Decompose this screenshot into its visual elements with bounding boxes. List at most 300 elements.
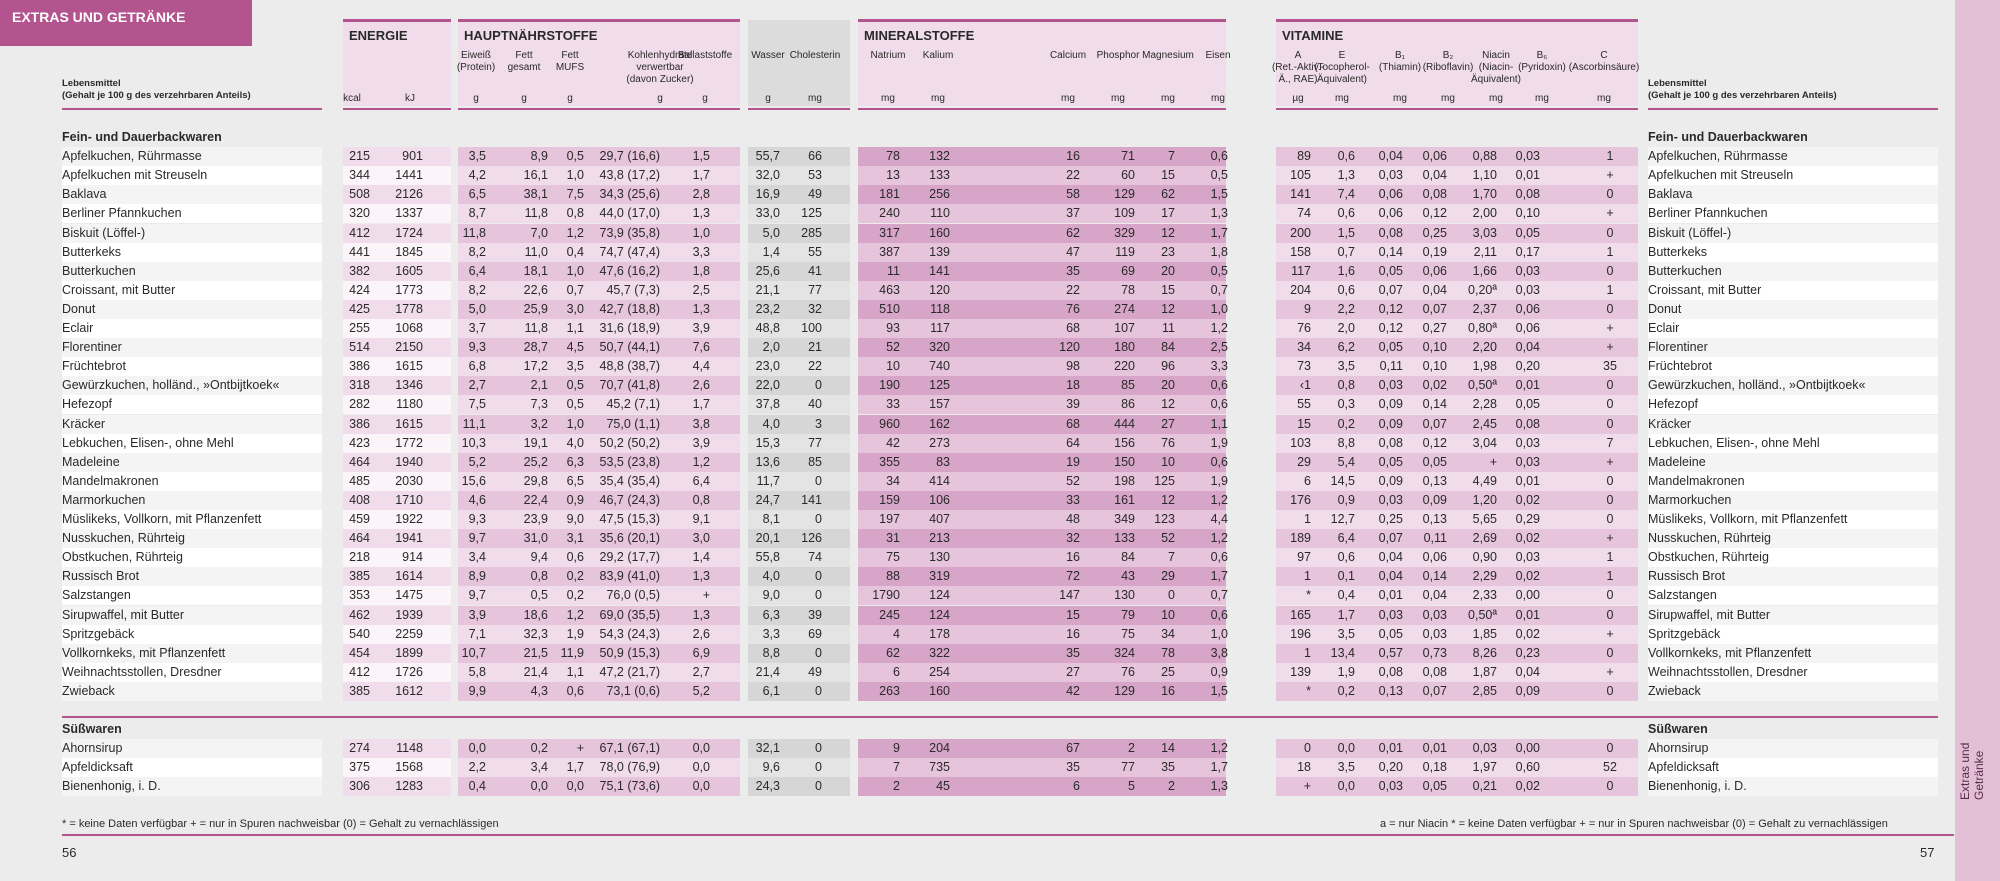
food-name: Baklava bbox=[62, 187, 107, 202]
section-header-row bbox=[0, 720, 2000, 739]
nutrient-value: 197 bbox=[879, 512, 900, 526]
nutrient-value: 147 bbox=[1059, 588, 1080, 603]
column-header-line: Äquivalent) bbox=[1470, 74, 1522, 85]
nutrient-value: 31,6 (18,9) bbox=[599, 321, 660, 335]
nutrient-value: 10,7 bbox=[461, 645, 486, 660]
column-unit: mg bbox=[1161, 93, 1175, 104]
nutrient-value: 1778 bbox=[395, 301, 423, 316]
table-row bbox=[0, 682, 2000, 701]
column-header-line: Niacin bbox=[1482, 50, 1510, 61]
nutrient-value: 0,5 bbox=[1210, 168, 1228, 183]
nutrient-value: 2,2 bbox=[1337, 301, 1355, 316]
nutrient-value: 1,4 bbox=[762, 244, 780, 259]
nutrient-value: 0,60 bbox=[1515, 760, 1540, 775]
nutrient-value: 425 bbox=[349, 301, 370, 316]
nutrient-value: 0,21 bbox=[1472, 779, 1497, 794]
nutrient-value: 0,6 bbox=[566, 550, 584, 565]
row-band bbox=[1276, 376, 1638, 395]
nutrient-value: 0,7 bbox=[1210, 588, 1228, 603]
nutrient-value: 3,9 bbox=[692, 435, 710, 450]
column-unit: g bbox=[473, 93, 479, 104]
nutrient-value: 4,5 bbox=[566, 340, 584, 355]
nutrient-value: 386 bbox=[349, 359, 370, 374]
nutrient-value: 141 bbox=[929, 263, 950, 278]
column-header-line: Kalium bbox=[922, 50, 954, 61]
nutrient-value: 0 bbox=[1168, 588, 1175, 603]
header-bottom-rule bbox=[458, 108, 740, 110]
nutrient-value: 29 bbox=[1161, 569, 1175, 584]
column-unit: mg bbox=[808, 93, 822, 104]
nutrient-value: 62 bbox=[1066, 225, 1080, 240]
nutrient-value: 6 bbox=[1304, 473, 1311, 488]
nutrient-value: 1,6 bbox=[1337, 263, 1355, 278]
nutrient-value: 49 bbox=[808, 187, 822, 202]
page-number-right: 57 bbox=[1920, 845, 1935, 860]
nutrient-value: 11,8 bbox=[524, 206, 548, 221]
food-name: Obstkuchen, Rührteig bbox=[62, 550, 183, 565]
table-row bbox=[0, 204, 2000, 223]
row-band bbox=[1276, 166, 1638, 185]
nutrient-value: 17,2 bbox=[523, 359, 548, 374]
table-row bbox=[0, 758, 2000, 777]
nutrient-value: 2 bbox=[893, 779, 900, 794]
nutrient-value: 48,8 bbox=[755, 321, 780, 335]
header-bottom-rule bbox=[62, 108, 322, 110]
nutrient-value: 463 bbox=[879, 282, 900, 297]
food-name: Russisch Brot bbox=[62, 569, 140, 584]
nutrient-value: 1,3 bbox=[1210, 779, 1228, 794]
nutrient-value: 33 bbox=[886, 397, 900, 412]
nutrient-value: 10 bbox=[886, 359, 900, 374]
nutrient-value: 29,7 (16,6) bbox=[599, 149, 660, 164]
column-header-line: verwertbar bbox=[636, 62, 684, 73]
nutrient-value: 58 bbox=[1066, 187, 1080, 202]
nutrient-value: 3,8 bbox=[692, 416, 710, 431]
nutrient-value: 1,2 bbox=[566, 607, 584, 622]
nutrient-value: 0,2 bbox=[1337, 683, 1355, 698]
column-header-line: Äquivalent) bbox=[1316, 74, 1368, 85]
nutrient-value: 0,03 bbox=[1472, 741, 1497, 756]
row-band bbox=[1276, 281, 1638, 300]
nutrient-value: 120 bbox=[1059, 340, 1080, 355]
row-band bbox=[1276, 606, 1638, 625]
column-unit: mg bbox=[1393, 93, 1407, 104]
nutrient-value: 11 bbox=[1162, 321, 1175, 335]
food-name: Mandelmakronen bbox=[62, 473, 159, 488]
nutrient-value: 0,0 bbox=[566, 779, 584, 794]
nutrient-value: 48 bbox=[1066, 512, 1080, 526]
nutrient-value: 306 bbox=[349, 779, 370, 794]
section-tag: EXTRAS UND GETRÄNKE bbox=[0, 0, 252, 46]
nutrient-value: 75 bbox=[886, 550, 900, 565]
nutrient-value: 0,12 bbox=[1378, 321, 1403, 335]
nutrient-value: 1773 bbox=[395, 282, 423, 297]
nutrient-value: 0 bbox=[1606, 683, 1614, 698]
nutrient-value: 5,65 bbox=[1472, 512, 1497, 526]
nutrient-value: 7,3 bbox=[530, 397, 548, 412]
nutrient-value: 3,04 bbox=[1472, 435, 1497, 450]
food-name: Donut bbox=[1648, 301, 1682, 316]
nutrient-value: 0 bbox=[1606, 588, 1614, 603]
food-name: Sirupwaffel, mit Butter bbox=[62, 607, 185, 622]
food-name: Croissant, mit Butter bbox=[1648, 282, 1762, 297]
column-unit: g bbox=[567, 93, 573, 104]
nutrient-value: 196 bbox=[1290, 626, 1311, 641]
nutrient-value: 13,6 bbox=[755, 454, 780, 469]
column-header-line: (Thiamin) bbox=[1378, 62, 1422, 73]
nutrient-value: 35,6 (20,1) bbox=[599, 531, 660, 546]
column-unit: mg bbox=[1111, 93, 1125, 104]
row-band bbox=[1276, 777, 1638, 796]
nutrient-value: 204 bbox=[929, 741, 950, 756]
nutrient-value: 282 bbox=[349, 397, 370, 412]
nutrient-value: 75 bbox=[1121, 626, 1135, 641]
nutrient-value: 349 bbox=[1114, 512, 1135, 526]
nutrient-value: 21,4 bbox=[523, 664, 548, 679]
nutrient-value: 73,9 (35,8) bbox=[599, 225, 660, 240]
nutrient-value: 0,25 bbox=[1378, 512, 1403, 526]
nutrient-value: 21,5 bbox=[523, 645, 548, 660]
nutrient-value: 1612 bbox=[395, 683, 423, 698]
nutrient-value: 0,07 bbox=[1422, 416, 1447, 431]
column-unit: kJ bbox=[405, 93, 415, 104]
nutrient-value: 423 bbox=[349, 435, 370, 450]
nutrient-value: 355 bbox=[879, 454, 900, 469]
table-row bbox=[0, 529, 2000, 548]
food-name: Spritzgebäck bbox=[62, 626, 135, 641]
nutrient-value: 0,20ª bbox=[1468, 282, 1497, 297]
nutrient-value: 44,0 (17,0) bbox=[599, 206, 660, 221]
nutrient-value: 1939 bbox=[395, 607, 423, 622]
nutrient-value: 133 bbox=[1114, 531, 1135, 546]
food-name: Croissant, mit Butter bbox=[62, 282, 176, 297]
table-row bbox=[0, 319, 2000, 338]
nutrient-value: 189 bbox=[1290, 531, 1311, 546]
table-row bbox=[0, 376, 2000, 395]
nutrient-value: 22,0 bbox=[755, 378, 780, 393]
nutrient-value: 35 bbox=[1161, 760, 1175, 775]
nutrient-value: 2126 bbox=[395, 187, 423, 202]
food-name: Lebkuchen, Elisen-, ohne Mehl bbox=[62, 435, 234, 450]
food-name: Zwieback bbox=[1648, 683, 1701, 698]
nutrient-value: 190 bbox=[879, 378, 900, 393]
nutrient-value: 0,5 bbox=[566, 378, 584, 393]
nutrient-value: 0,18 bbox=[1422, 760, 1447, 775]
nutrient-value: 3 bbox=[815, 416, 822, 431]
nutrient-value: 444 bbox=[1114, 416, 1135, 431]
nutrient-value: 9,7 bbox=[468, 588, 486, 603]
nutrient-value: 213 bbox=[929, 531, 950, 546]
nutrient-value: 1 bbox=[1606, 244, 1614, 259]
food-name: Madeleine bbox=[62, 454, 120, 469]
nutrient-value: 1,3 bbox=[1337, 168, 1355, 183]
nutrient-value: 0,7 bbox=[1337, 244, 1355, 259]
nutrient-value: 15,3 bbox=[755, 435, 780, 450]
nutrient-value: 42 bbox=[886, 435, 900, 450]
nutrient-value: 0,6 bbox=[1210, 149, 1228, 164]
nutrient-value: 11,0 bbox=[524, 244, 548, 259]
nutrient-value: 1 bbox=[1304, 569, 1311, 584]
nutrient-value: 10 bbox=[1161, 454, 1175, 469]
nutrient-value: 0,8 bbox=[692, 492, 710, 507]
nutrient-value: 0,6 bbox=[1337, 206, 1355, 221]
food-label-header-right bbox=[1648, 78, 1837, 102]
nutrient-value: 12 bbox=[1161, 397, 1175, 412]
nutrient-value: 0,05 bbox=[1422, 779, 1447, 794]
nutrient-value: 0 bbox=[815, 779, 822, 794]
nutrient-value: 12 bbox=[1161, 225, 1175, 240]
header-group-rule bbox=[1276, 19, 1638, 22]
food-name: Apfeldicksaft bbox=[1648, 760, 1719, 775]
sidebar-label-line1: Extras und bbox=[1958, 742, 1972, 800]
nutrient-value: 245 bbox=[879, 607, 900, 622]
nutrient-value: 54,3 (24,3) bbox=[599, 626, 660, 641]
nutrient-value: 78 bbox=[1161, 645, 1175, 660]
nutrient-value: 125 bbox=[1154, 473, 1175, 488]
nutrient-value: 0,06 bbox=[1422, 550, 1447, 565]
nutrient-value: 0 bbox=[1606, 473, 1614, 488]
nutrient-value: 52 bbox=[1603, 760, 1617, 775]
food-name: Baklava bbox=[1648, 187, 1693, 202]
nutrient-value: 0,03 bbox=[1422, 626, 1447, 641]
nutrient-value: 0,01 bbox=[1515, 473, 1540, 488]
nutrient-value: 240 bbox=[879, 206, 900, 221]
nutrient-value: 8,26 bbox=[1472, 645, 1497, 660]
nutrient-value: 16,1 bbox=[523, 168, 548, 183]
section-title: Fein- und Dauerbackwaren bbox=[62, 130, 222, 144]
nutrient-value: 1615 bbox=[395, 359, 423, 374]
column-unit: g bbox=[657, 93, 663, 104]
nutrient-value: 1,4 bbox=[692, 550, 710, 565]
nutrient-value: 110 bbox=[930, 206, 950, 221]
nutrient-value: 1,2 bbox=[1210, 492, 1228, 507]
nutrient-value: 3,9 bbox=[692, 321, 710, 335]
nutrient-value: 0,05 bbox=[1515, 397, 1540, 412]
nutrient-value: 50,7 (44,1) bbox=[599, 340, 660, 355]
nutrient-value: 408 bbox=[349, 492, 370, 507]
nutrient-value: 176 bbox=[1290, 492, 1311, 507]
nutrient-value: 1,7 bbox=[1210, 569, 1228, 584]
column-header-line: B₁ bbox=[1394, 50, 1406, 61]
nutrient-value: 0,00 bbox=[1515, 741, 1540, 756]
nutrient-value: 0,13 bbox=[1422, 512, 1447, 526]
nutrient-value: 15 bbox=[1297, 416, 1311, 431]
nutrient-value: 1,0 bbox=[692, 225, 710, 240]
row-band bbox=[1276, 586, 1638, 605]
nutrient-value: 1845 bbox=[395, 244, 423, 259]
food-name: Nusskuchen, Rührteig bbox=[62, 531, 185, 546]
nutrient-value: 8,1 bbox=[762, 512, 780, 526]
nutrient-value: 32 bbox=[808, 301, 822, 316]
nutrient-value: 25,9 bbox=[523, 301, 548, 316]
nutrient-value: 3,03 bbox=[1472, 225, 1497, 240]
nutrient-value: 0,6 bbox=[1210, 454, 1228, 469]
nutrient-value: 0,6 bbox=[1337, 282, 1355, 297]
nutrient-value: 86 bbox=[1121, 397, 1135, 412]
food-name: Marmorkuchen bbox=[1648, 492, 1732, 507]
column-header-line: Calcium bbox=[1049, 50, 1087, 61]
nutrient-value: 4,3 bbox=[530, 683, 548, 698]
nutrient-value: 0,11 bbox=[1379, 359, 1403, 374]
nutrient-value: 19,1 bbox=[523, 435, 548, 450]
nutrient-value: 24,3 bbox=[755, 779, 780, 794]
nutrient-value: 1,0 bbox=[1210, 301, 1228, 316]
nutrient-value: 0,8 bbox=[530, 569, 548, 584]
nutrient-value: 0,0 bbox=[1337, 779, 1355, 794]
nutrient-value: 1,0 bbox=[1210, 626, 1228, 641]
table-row bbox=[0, 395, 2000, 414]
nutrient-value: 130 bbox=[929, 550, 950, 565]
row-band bbox=[1276, 663, 1638, 682]
row-band bbox=[1648, 415, 1938, 434]
row-band bbox=[1276, 548, 1638, 567]
nutrient-value: 2,29 bbox=[1472, 569, 1497, 584]
nutrient-value: 73 bbox=[1297, 359, 1311, 374]
nutrient-value: 0,20 bbox=[1378, 760, 1403, 775]
nutrient-value: 67 bbox=[1066, 741, 1080, 756]
nutrient-value: 2,8 bbox=[692, 187, 710, 202]
nutrient-value: 53,5 (23,8) bbox=[599, 454, 660, 469]
food-name: Kräcker bbox=[1648, 416, 1692, 431]
label-header-line: Lebensmittel bbox=[62, 78, 121, 89]
nutrient-value: 0 bbox=[1606, 378, 1614, 393]
nutrient-value: 8,8 bbox=[762, 645, 780, 660]
nutrient-value: + bbox=[1606, 626, 1614, 641]
food-name: Apfelkuchen mit Streuseln bbox=[62, 168, 208, 183]
food-name: Eclair bbox=[1648, 321, 1680, 335]
nutrient-value: 0 bbox=[1606, 301, 1614, 316]
nutrient-value: 0,03 bbox=[1378, 779, 1403, 794]
nutrient-value: + bbox=[576, 741, 584, 756]
label-header-line: Lebensmittel bbox=[1648, 78, 1707, 89]
nutrient-value: 1,9 bbox=[566, 626, 584, 641]
nutrient-value: 1441 bbox=[395, 168, 423, 183]
nutrient-value: 0,6 bbox=[1210, 607, 1228, 622]
nutrient-value: 120 bbox=[929, 282, 950, 297]
column-header-line: E bbox=[1338, 50, 1346, 61]
nutrient-value: 2,6 bbox=[692, 378, 710, 393]
nutrient-value: 8,7 bbox=[468, 206, 486, 221]
nutrient-value: 1283 bbox=[395, 779, 423, 794]
nutrient-value: 52 bbox=[886, 340, 900, 355]
nutrient-value: 0,05 bbox=[1378, 340, 1403, 355]
nutrient-value: 424 bbox=[349, 282, 370, 297]
nutrient-value: 19 bbox=[1066, 454, 1080, 469]
nutrient-value: 0,0 bbox=[530, 779, 548, 794]
nutrient-value: 133 bbox=[929, 168, 950, 183]
nutrient-value: 18,6 bbox=[523, 607, 548, 622]
nutrient-value: 464 bbox=[349, 531, 370, 546]
nutrient-value: 1568 bbox=[395, 760, 423, 775]
nutrient-value: 0,08 bbox=[1515, 416, 1540, 431]
nutrient-value: 0,12 bbox=[1422, 206, 1447, 221]
nutrient-value: 3,0 bbox=[566, 301, 584, 316]
nutrient-value: 1,1 bbox=[566, 321, 584, 335]
nutrient-value: 1790 bbox=[872, 588, 900, 603]
nutrient-value: 76,0 (0,5) bbox=[606, 588, 660, 603]
table-row bbox=[0, 472, 2000, 491]
food-name: Gewürzkuchen, holländ., »Ontbijtkoek« bbox=[62, 378, 280, 393]
nutrient-value: 0,07 bbox=[1378, 531, 1403, 546]
column-unit: g bbox=[765, 93, 771, 104]
nutrient-value: 34 bbox=[886, 473, 900, 488]
nutrient-value: 0,01 bbox=[1515, 378, 1540, 393]
nutrient-value: 1475 bbox=[395, 588, 423, 603]
nutrient-value: 5,4 bbox=[1337, 454, 1355, 469]
nutrient-value: 0,09 bbox=[1378, 397, 1403, 412]
column-unit: mg bbox=[881, 93, 895, 104]
nutrient-value: 0,4 bbox=[566, 244, 584, 259]
nutrient-value: 21,1 bbox=[755, 282, 780, 297]
nutrient-value: 117 bbox=[1291, 263, 1311, 278]
nutrient-value: 1899 bbox=[395, 645, 423, 660]
nutrient-value: 9 bbox=[893, 741, 900, 756]
nutrient-value: 22 bbox=[1066, 282, 1080, 297]
nutrient-value: 15 bbox=[1066, 607, 1080, 622]
nutrient-value: 62 bbox=[1161, 187, 1175, 202]
table-row bbox=[0, 281, 2000, 300]
nutrient-value: 385 bbox=[349, 569, 370, 584]
row-band bbox=[1276, 758, 1638, 777]
nutrient-value: 77 bbox=[808, 282, 822, 297]
nutrient-value: 7 bbox=[1168, 550, 1175, 565]
nutrient-value: + bbox=[1489, 454, 1497, 469]
nutrient-value: 1,2 bbox=[566, 225, 584, 240]
nutrient-value: 1 bbox=[1606, 149, 1614, 164]
nutrient-value: 50,2 (50,2) bbox=[599, 435, 660, 450]
nutrient-value: 0,01 bbox=[1515, 168, 1540, 183]
nutrient-value: 0,2 bbox=[566, 569, 584, 584]
nutrient-value: 47,2 (21,7) bbox=[599, 664, 660, 679]
nutrient-value: 0,04 bbox=[1378, 569, 1403, 584]
nutrient-value: 3,0 bbox=[692, 531, 710, 546]
nutrient-value: 0 bbox=[815, 512, 822, 526]
nutrient-value: 20,1 bbox=[755, 531, 780, 546]
nutrient-value: 11,9 bbox=[560, 645, 584, 660]
nutrient-value: 255 bbox=[349, 321, 370, 335]
food-name: Obstkuchen, Rührteig bbox=[1648, 550, 1769, 565]
nutrient-value: 386 bbox=[349, 416, 370, 431]
nutrient-value: + bbox=[1606, 340, 1614, 355]
nutrient-value: + bbox=[1606, 321, 1614, 335]
nutrient-value: 3,3 bbox=[1210, 359, 1228, 374]
nutrient-value: 6,1 bbox=[762, 683, 780, 698]
nutrient-value: 0,02 bbox=[1515, 531, 1540, 546]
row-band bbox=[458, 586, 740, 605]
nutrient-value: 28,7 bbox=[523, 340, 548, 355]
nutrient-value: 0,03 bbox=[1378, 607, 1403, 622]
row-band bbox=[1276, 185, 1638, 204]
column-header-line: C bbox=[1600, 50, 1608, 61]
nutrient-value: 4,0 bbox=[762, 569, 780, 584]
nutrient-value: 32 bbox=[1066, 531, 1080, 546]
nutrient-value: 161 bbox=[1114, 492, 1135, 507]
row-band bbox=[62, 300, 322, 319]
nutrient-value: 1,2 bbox=[1210, 741, 1228, 756]
nutrient-value: + bbox=[1606, 531, 1614, 546]
nutrient-value: 387 bbox=[879, 244, 900, 259]
nutrient-value: 0 bbox=[815, 569, 822, 584]
nutrient-value: 0,07 bbox=[1422, 683, 1447, 698]
nutrient-value: 740 bbox=[929, 359, 950, 374]
nutrient-value: 0,7 bbox=[1210, 282, 1228, 297]
nutrient-value: 35 bbox=[1066, 645, 1080, 660]
food-name: Marmorkuchen bbox=[62, 492, 146, 507]
nutrient-value: + bbox=[1606, 454, 1614, 469]
nutrient-value: 1,0 bbox=[566, 416, 584, 431]
nutrient-value: 464 bbox=[349, 454, 370, 469]
nutrient-value: 0,6 bbox=[1210, 378, 1228, 393]
